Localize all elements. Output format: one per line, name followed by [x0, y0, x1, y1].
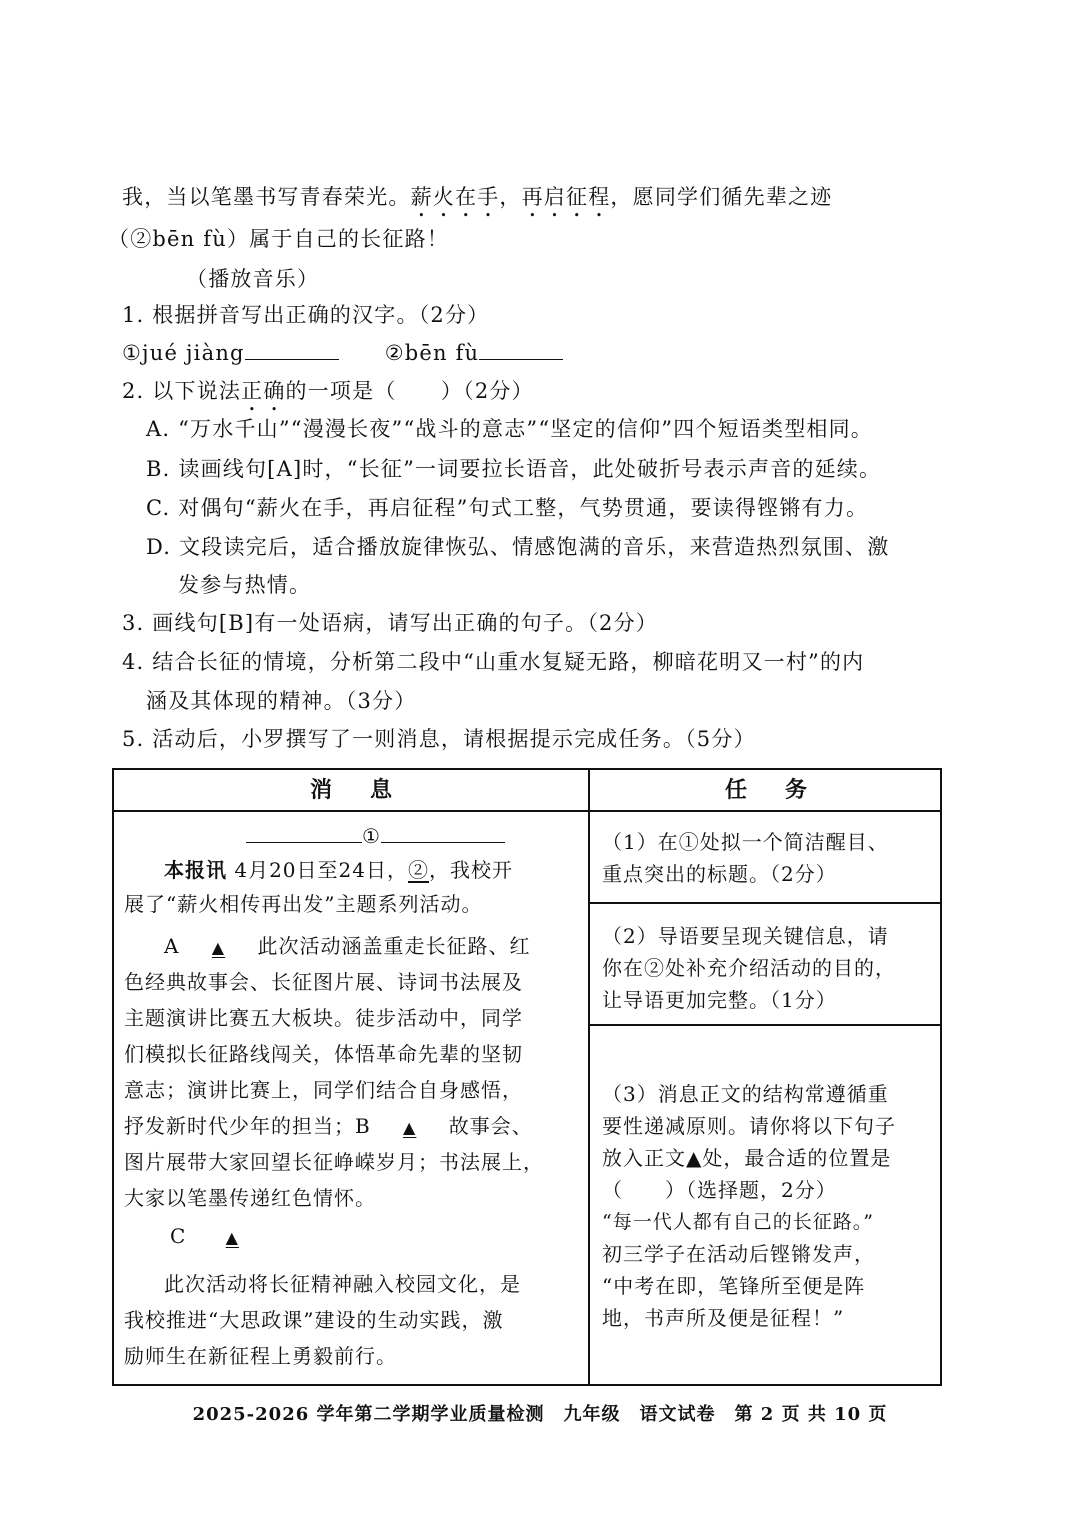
- news-lead-1: [164, 854, 513, 886]
- option-a: A. “万水千山”“漫漫长夜”“战斗的意志”“坚定的信仰”四个短语类型相同。: [146, 417, 874, 441]
- header-news: 消息: [309, 777, 430, 803]
- task-3-line-6: 初三学子在活动后铿锵发声，: [602, 1242, 875, 1266]
- news-p1-line-7: 图片展带大家回望长征峥嵘岁月；书法展上，: [124, 1150, 544, 1174]
- news-text: 此次活动涵盖重走长征路、红: [257, 934, 531, 958]
- news-p1-line-4: 们模拟长征路线闯关，体悟革命先辈的坚韧: [124, 1042, 523, 1066]
- news-p1-line-8: 大家以笔墨传递红色情怀。: [124, 1186, 376, 1210]
- task-divider-2: [590, 1024, 942, 1026]
- triangle-marker: ▲: [225, 1228, 239, 1247]
- passage-line-2: （②bēn fù）属于自己的长征路！: [108, 227, 449, 251]
- table-header-row: [114, 770, 940, 812]
- option-d: D. 文段读完后，适合播放旋律恢弘、情感饱满的音乐，来营造热烈氛围、激: [146, 535, 890, 559]
- news-text: 4月20日至24日，: [227, 858, 408, 882]
- triangle-marker: ▲: [211, 938, 226, 957]
- page-footer: 2025-2026 学年第二学期学业质量检测 九年级 语文试卷 第 2 页 共 10 页: [192, 1404, 888, 1425]
- news-p3-line-1: 此次活动将长征精神融入校园文化，是: [164, 1272, 521, 1296]
- title-marker: ①: [362, 824, 381, 848]
- task-3-line-7: “中考在即，笔锋所至便是阵: [602, 1274, 866, 1298]
- title-blank-left[interactable]: [246, 822, 362, 843]
- dotted-text: 正确: [241, 379, 286, 403]
- task-2-line-1: （2）导语要呈现关键信息，请: [602, 924, 889, 948]
- question-text: 2. 以下说法: [122, 379, 242, 403]
- task-3-line-2: 要性递减原则。请你将以下句子: [602, 1114, 896, 1138]
- passage-line-1: [122, 180, 832, 222]
- news-text: 故事会、: [448, 1114, 533, 1138]
- task-2-line-2: 你在②处补充介绍活动的目的，: [602, 956, 896, 980]
- news-lead-2: 展了“薪火相传再出发”主题系列活动。: [124, 892, 483, 916]
- question-1: 1. 根据拼音写出正确的汉字。（2分）: [122, 303, 490, 327]
- task-1-line-2: 重点突出的标题。（2分）: [602, 862, 837, 886]
- task-3-line-1: （3）消息正文的结构常遵循重: [602, 1082, 889, 1106]
- position-a-label: A: [164, 934, 180, 958]
- lead-blank-marker: ②: [407, 858, 429, 882]
- task-1-line-1: （1）在①处拟一个简洁醒目、: [602, 830, 889, 854]
- question-3: 3. 画线句[B]有一处语病，请写出正确的句子。（2分）: [122, 611, 658, 635]
- news-dateline: 本报讯: [164, 858, 227, 882]
- news-text: ，我校开: [428, 858, 513, 882]
- option-c: C. 对偶句“薪火在手，再启征程”句式工整，气势贯通，要读得铿锵有力。: [146, 496, 869, 520]
- answer-blank-a[interactable]: [245, 337, 339, 360]
- column-divider: [588, 770, 590, 1384]
- news-title-line: [246, 820, 505, 852]
- news-task-table: [112, 768, 942, 1386]
- news-p1-line-5: 意志；演讲比赛上，同学们结合自身感悟，: [124, 1078, 523, 1102]
- question-text: 的一项是（ ）（2分）: [285, 379, 534, 403]
- news-p3-line-2: 我校推进“大思政课”建设的生动实践，激: [124, 1308, 504, 1332]
- news-p1-line-6: [124, 1110, 533, 1144]
- pinyin-a: ①jué jiàng: [122, 341, 245, 365]
- question-5: 5. 活动后，小罗撰写了一则消息，请根据提示完成任务。（5分）: [122, 727, 756, 751]
- news-p1-line-3: 主题演讲比赛五大板块。徒步活动中，同学: [124, 1006, 523, 1030]
- stage-direction: （播放音乐）: [186, 267, 320, 291]
- passage-text: 我，当以笔墨书写青春荣光。: [122, 185, 411, 209]
- position-c-label: C: [170, 1224, 187, 1248]
- task-3-line-8: 地，书声所及便是征程！”: [602, 1306, 845, 1330]
- question-2: [122, 374, 534, 416]
- header-tasks: 任务: [724, 777, 845, 803]
- news-p1-line-1: [164, 930, 530, 964]
- title-blank-right[interactable]: [381, 822, 505, 843]
- question-1-blanks: [122, 336, 563, 370]
- news-text: 抒发新时代少年的担当；B: [124, 1114, 371, 1138]
- option-b: B. 读画线句[A]时，“长征”一词要拉长语音，此处破折号表示声音的延续。: [146, 457, 882, 481]
- task-3-line-4: （ ）（选择题，2分）: [602, 1178, 837, 1202]
- task-divider-1: [590, 902, 942, 904]
- news-p2-line: [170, 1220, 278, 1254]
- news-p3-line-3: 励师生在新征程上勇毅前行。: [124, 1344, 397, 1368]
- question-4-cont: 涵及其体现的精神。（3分）: [146, 689, 417, 713]
- triangle-marker: ▲: [403, 1118, 417, 1137]
- answer-blank-b[interactable]: [479, 337, 563, 360]
- task-2-line-3: 让导语更加完整。（1分）: [602, 988, 837, 1012]
- option-d-cont: 发参与热情。: [178, 573, 312, 597]
- question-4: 4. 结合长征的情境，分析第二段中“山重水复疑无路，柳暗花明又一村”的内: [122, 650, 865, 674]
- task-3-line-3: 放入正文▲处，最合适的位置是: [602, 1146, 892, 1170]
- pinyin-b: ②bēn fù: [384, 341, 480, 365]
- passage-text: ，愿同学们循先辈之迹: [610, 185, 833, 209]
- task-3-quote-1: “每一代人都有自己的长征路。”: [602, 1211, 874, 1233]
- news-p1-line-2: 色经典故事会、长征图片展、诗词书法展及: [124, 970, 523, 994]
- dotted-text: 薪火在手，再启征程: [410, 185, 611, 209]
